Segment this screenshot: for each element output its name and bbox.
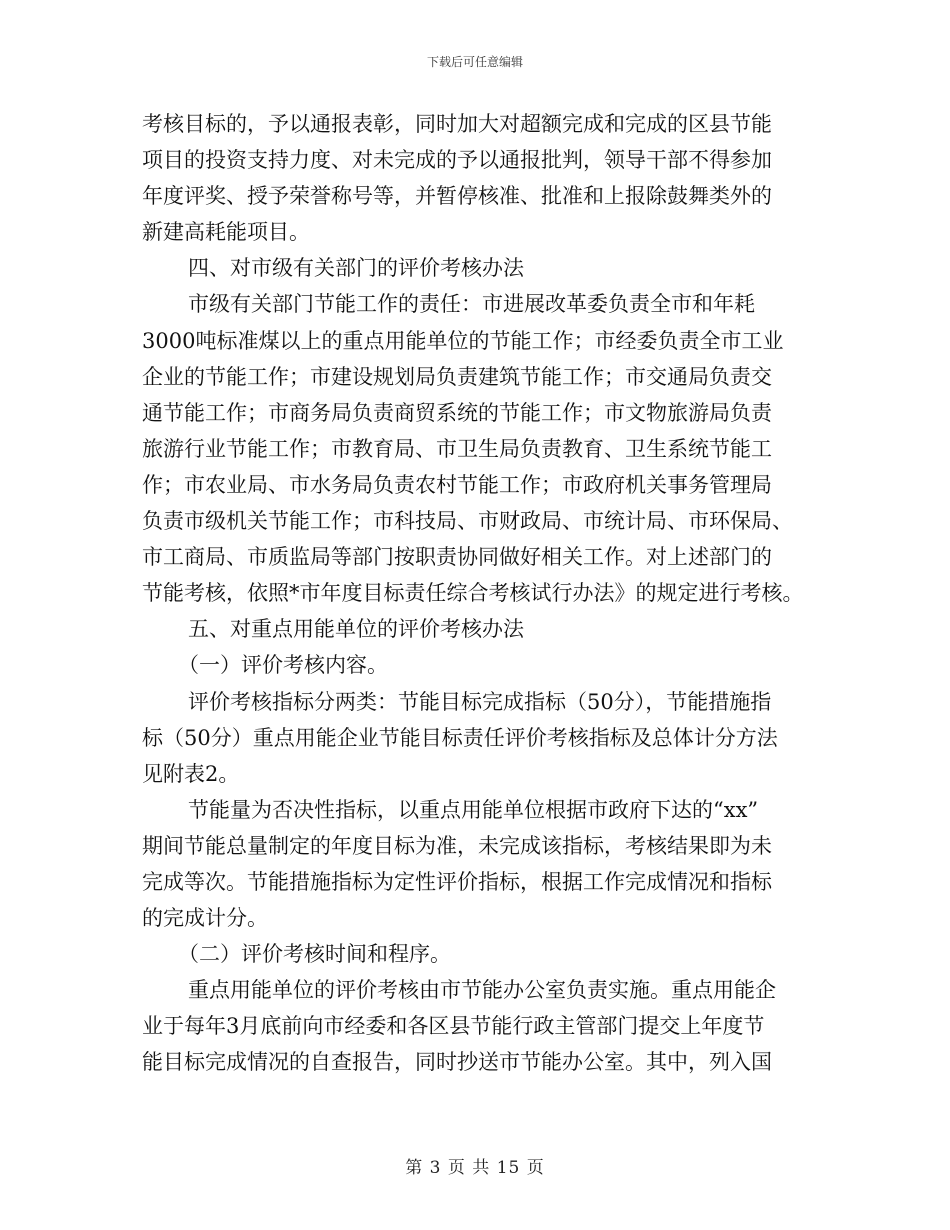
text-line: 市级有关部门节能工作的责任：市进展改革委负责全市和年耗: [188, 292, 755, 317]
text-line: 五、对重点用能单位的评价考核办法: [188, 617, 524, 642]
text-line: 项目的投资支持力度、对未完成的予以通报批判，领导干部不得参加: [142, 148, 772, 173]
text-line: 年度评奖、授予荣誉称号等，并暂停核准、批准和上报除鼓舞类外的: [142, 184, 772, 209]
text-line: 考核目标的，予以通报表彰，同时加大对超额完成和完成的区县节能: [142, 112, 772, 136]
text-line: （一）评价考核内容。: [178, 653, 388, 678]
text-line: 见附表2。: [142, 761, 240, 786]
text-line: 企业的节能工作；市建设规划局负责建筑节能工作；市交通局负责交: [142, 364, 772, 389]
text-line: 节能量为否决性指标，以重点用能单位根据市政府下达的“xx”: [188, 797, 759, 822]
text-line: 通节能工作；市商务局负责商贸系统的节能工作；市文物旅游局负责: [142, 400, 772, 425]
text-line: 节能考核，依照*市年度目标责任综合考核试行办法》的规定进行考核。: [142, 581, 804, 606]
text-line: 的完成计分。: [142, 906, 268, 931]
text-line: 业于每年3月底前向市经委和各区县节能行政主管部门提交上年度节: [142, 1014, 765, 1039]
text-line: 市工商局、市质监局等部门按职责协同做好相关工作。对上述部门的: [142, 545, 772, 570]
text-line: 3000吨标准煤以上的重点用能单位的节能工作；市经委负责全市工业: [142, 328, 784, 353]
text-line: 旅游行业节能工作；市教育局、市卫生局负责教育、卫生系统节能工: [142, 436, 772, 461]
text-line: 能目标完成情况的自查报告，同时抄送市节能办公室。其中，列入国: [142, 1050, 772, 1075]
text-line: 四、对市级有关部门的评价考核办法: [188, 256, 524, 281]
text-line: 评价考核指标分两类：节能目标完成指标（50分），节能措施指: [188, 689, 772, 714]
text-line: 完成等次。节能措施指标为定性评价指标，根据工作完成情况和指标: [142, 869, 772, 894]
text-line: （二）评价考核时间和程序。: [178, 942, 451, 967]
text-line: 期间节能总量制定的年度目标为准，未完成该指标，考核结果即为未: [142, 833, 772, 858]
text-line: 作；市农业局、市水务局负责农村节能工作；市政府机关事务管理局: [142, 472, 772, 497]
page-header-note: 下载后可任意编辑: [426, 55, 523, 69]
text-line: 负责市级机关节能工作；市科技局、市财政局、市统计局、市环保局、: [142, 509, 793, 534]
page-footer: 第 3 页 共 15 页: [405, 1158, 545, 1178]
text-line: 新建高耗能项目。: [142, 220, 310, 245]
text-line: 重点用能单位的评价考核由市节能办公室负责实施。重点用能企: [188, 978, 776, 1003]
text-line: 标（50分）重点用能企业节能目标责任评价考核指标及总体计分方法: [142, 725, 778, 750]
document-body: [142, 106, 812, 1081]
